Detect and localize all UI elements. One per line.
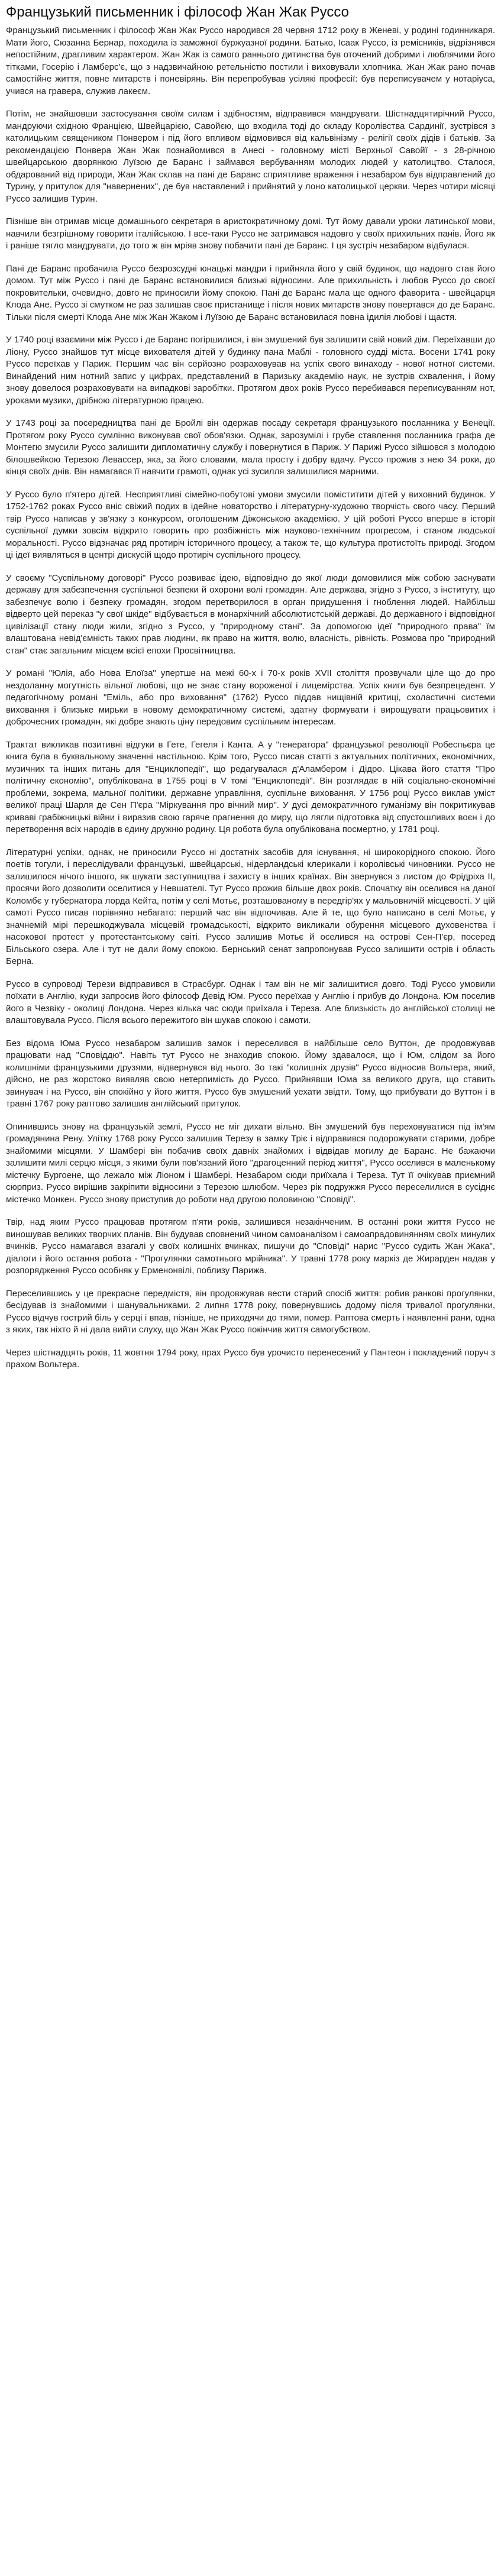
paragraph: Опинившись знову на французькій землі, Руссо не міг дихати вільно. Він змушений був переховуватися під ім'ям громадянина Рену. Улітку 1768 року Руссо залишив Терезу в замку Тріє і відправився подорожувати старими, добре знайомими місцями. У Шамбері він побачив своїх давніх знайомих і відвідав могилу де Баранс. Не бажаючи залишити милі серцю місця, з якими були пов'язаний його "драгоценний період життя", Руссо оселився в маленькому містечку Бургоене, що лежало між Ліоном і Шамбері. Незабаром сюди приїхала і Тереза. Тут її очікував приємний сюрприз. Руссо вирішив закріпити відносини з Терезою шлюбом. Через рік подружжя Руссо переселилися в сусіднє містечко Монкен. Руссо знову приступив до роботи над другою половиною "Сповіді". [6,1121,495,1205]
article-body [6,25,495,1371]
paragraph: Руссо в супроводі Терези відправився в Страсбург. Однак і там він не міг залишитися довго. Тоді Руссо умовили поїхати в Англію, куди запросив його філософ Девід Юм. Руссо переїхав у Англію і прибув до Лондона. Юм поселив його в Чезвіку - околиці Лондона. Через кілька час сюди приїхала і Тереза. Але близькість до англійської столиці не влаштовувала Руссо. Після всього пережитого він шукав спокою і самоти. [6,979,495,1025]
paragraph: У своєму "Суспільному договорі" Руссо розвиває ідею, відповідно до якої люди домовилися між собою заснувати державу для забезпечення суспільної безпеки й охорони волі громадян. Але держава, згідно з Руссо, з інституту, що забезпечує волю і безпеку громадян, згодом перетворилося в орган придушення і гноблення людей. Найбільш відверто цей переказ "у свої шкіде" відбувається в монархічний абсолютистській державі. До державного і відповідної цивілізації стану люди жили, згідно з Руссо, у "природному стані". За допомогою ідеї "природного права" їм влаштована невід'ємність таких прав людини, як право на життя, волю, власність, рівність. Розмова про "природний стан" стає загальним місцем всієї епохи Просвітництва. [6,572,495,656]
paragraph: У 1740 році взаємини між Руссо і де Баранс погіршилися, і він змушений був залишити свій новий дім. Переїхавши до Ліону, Руссо знайшов тут місце вихователя дітей у будинку пана Маблі - головного судді міста. Восени 1741 року Руссо переїхав у Париж. Першим час він серйозно розраховував на успіх свого винаходу - нової нотної системи. Винайдений ним нотний запис у цифрах, представлений в Паризьку академію наук, не зустрів схвалення, і йому знову довелося розраховувати на випадкові заробітки. Протягом двох років Руссо перебивався переписуванням нот, уроками музики, дрібною літературною працею. [6,335,495,406]
paragraph: Через шістнадцять років, 11 жовтня 1794 року, прах Руссо був урочисто перенесений у Пантеон і покладений поруч з прахом Вольтера. [6,1347,495,1370]
paragraph: Твір, над яким Руссо працював протягом п'яти років, залишився незакінченим. В останні роки життя Руссо не виношував великих творчих планів. Він будував сповнений чином самоаналізом і самоапрадовинянням своїх минулих вчинків. Руссо намагався взагалі у своїх колишніх вчинках, пишучи до "Сповіді" нарис "Руссо судить Жан Жака", діалоги і його остання робота - "Прогулянки самотнього мрійника". У травні 1778 року маркіз де Жирарден надав у розпорядження Руссо особняк у Ерменонвілі, поблизу Парижа. [6,1217,495,1276]
paragraph: У романі "Юлія, або Нова Елоїза" упертше на межі 60-х і 70-х років XVII століття прозвучали ціле що до про нездоланну могутність вільної любові, що не знає стану вороженої і лицемірства. Успіх книги був безпрецедент. У педагогічному романі "Еміль, або про виховання" (1762) Руссо піддав нищівній критиці, схоластичні системи виховання і близьке мирьки в новому демократичному системі, здатну формувати і вирощувати працьовитих і доброчесних громадян, які добре знають ціну передовим суспільним інтересам. [6,668,495,727]
paragraph: Потім, не знайшовши застосування своїм силам і здібностям, відправився мандрувати. Шістнадцятирічний Руссо, мандруючи східною Францією, Швейцарією, Савойєю, що входила тоді до складу Королівства Сардинії, зустрівся з католицьким священиком Понвером і під його впливом відмовився від кальвінізму - релігії своїх дідів і батьків. За рекомендацією Понвера Жан Жак познайомився в Анесі - головному місті Верхньої Савойї - з 28-річною швейцарською дворянкою Луїзою де Баранс і займався вербуванням молодих людей у католицтво. Сталося, обдарований від природи, Жан Жак склав на пані де Баранс сприятливе враження і незабаром був відправлений до Турину, у притулок для "навернених", де був наставлений і прийнятий у лоно католицької церкви. Через чотири місяці Руссо залишив Турин. [6,109,495,204]
paragraph: Пізніше він отримав місце домашнього секретаря в аристократичному домі. Тут йому давали уроки латинської мови, навчили безгрішному говорити італійською. І все-таки Руссо не затримався надовго у своїх прихильних панів. Його як і раніше тягло мандрувати, до того ж він мріяв знову побачити пані де Баранс. І ця зустріч незабаром відбулася. [6,216,495,251]
paragraph: У 1743 році за посередництва пані де Бройлі він одержав посаду секретаря французького посланника у Венеції. Протягом року Руссо сумлінно виконував свої обов'язки. Однак, зарозумілі і грубе ставлення посланника графа де Монтегю змусили Руссо залишити дипломатичну службу і повернутися в Париж. У Парижі Руссо зійшовся з молодою білошвейкою Терезою Левассер, яка, за його словами, мала просту і добру вдачу. Руссо прожив з нею 34 роки, до кінця своїх днів. Він намагався її навчити грамоті, однак усі зусилля залишилися марними. [6,418,495,477]
paragraph: Без відома Юма Руссо незабаром залишив замок і переселився в найбільше село Вуттон, де продовжував працювати над "Сповіддю". Навіть тут Руссо не знаходив спокою. Йому здавалося, що і Юм, слідом за його колишніми французькими друзями, відвернувся від нього. Зо такі "колишніх друзів" Руссо відносив Вольтера, який, дійсно, не раз жорстоко виявляв свою нетерпимість до Руссо. Прийнявши Юма за великого друга, що ставить звинувач і на Руссо, він спокійно у його життя. Руссо був змушений уехати звідти. Тому, що прибувати до Вуттон і в травні 1767 року раптово залишив англійський притулок. [6,1038,495,1109]
paragraph: У Руссо було п'ятеро дітей. Несприятливі сімейно-побутові умови змусили поміститити дітей у виховний будинок. У 1752-1762 роках Руссо вніс свіжий подих в ідейне новаторство і літературну-художню творчість свого часу. Перший твір Руссо написав у зв'язку з конкурсом, оголошеним Діжонською академією. У цій роботі Руссо вперше в історії суспільної думки зовсім відкрито говорить про розбіжність між науково-технічним прогресом, і станом людської моральності. Руссо відзначає ряд протиріч історичного процесу, а також те, що культура протистоїть природі. Згодом ці ідеї виявляться в центрі дискусій щодо протиріч суспільного процесу. [6,489,495,560]
paragraph: Переселившись у це прекрасне передмістя, він продовжував вести старий спосіб життя: робив ранкові прогулянки, бесідував із знайомими і шанувальниками. 2 липня 1778 року, повернувшись додому після тривалої прогулянки, Руссо відчув гострий біль у серці і впав, пізніше, не приходячи до тями, помер. Раптова смерть і наявленні рани, одна з яких, так ніхто й ні дала вийти слуху, що Жан Жак Руссо покінчив життя самогубством. [6,1288,495,1335]
paragraph: Французький письменник і філософ Жан Жак Руссо народився 28 червня 1712 року в Женеві, у родині годинникаря. Мати його, Сюзанна Бернар, походила із заможної буржуазної родини. Батько, Ісаак Руссо, із ремісників, відрізнявся непостійним, драгливим характером. Жан Жак із самого раннього дитинства був оточений добрими і люблячими його тітками, Госерію і Ламберс'є, що з надзвичайною ретельністю постили і виховували хлопчика. Жан Жак рано почав самостійне життя, повне митарств і поневірянь. Він перепробував усілякі професії: був переписувачем у нотаріуса, учився на гравера, служив лакеєм. [6,25,495,96]
page-title: Французький письменник і філософ Жан Жак Руссо [6,4,349,20]
paragraph: Трактат викликав позитивні відгуки в Гете, Гегеля і Канта. А у "генератора" французької революції Робеспьєра це книга була в буквальному значенні настільною. Крім того, Руссо писав статті з актуальних політичних, економічних, музичних та інших питань для "Енциклопедії", що редагувалася д'Аламбером і Дідро. Цікава його стаття "Про політичну економію", опублікована в 1755 році в V томі "Енциклопедії". Він розглядає в ній соціально-економічні проблеми, зокрема, мальної політики, державне управління, суспільне виховання. У 1756 році Руссо виклав уміст великої праці Шарля де Сен П'єра "Міркування про вічний мир". У дусі демократичного гуманізму він покритикував криваві грабіжницькі війни і виразив свою гаряче прагнення до миру, що лягли підготовка від спустошливих воєн і до перетворення всіх народів в єдину дружню родину. Ця робота була опублікована посмертно, у 1781 році. [6,739,495,834]
paragraph: Літературні успіхи, однак, не приносили Руссо ні достатніх засобів для існування, ні широкорідного спокою. Його поетів тогули, і переслідували французькі, швейцарські, нідерландські клерикали і королівські чиновники. Руссо не залишилося нічого іншого, як шукати заступництва і захисту в інших країнах. Він звернувся з листом до Фрідріха II, просячи його дозволити оселитися у Невшателі. Тут Руссо прожив більше двох років. Спочатку він оселився на даної Коломбє у губернатора лорда Кейта, потім у селі Мотьє, розташованому в передгір'ях у мальовничій місцевості. У цій самоті Руссо писав порівняно небагато: перший час він відпочивав. Але й те, що було написано в селі Мотьє, у значнемій мірі перешкоджувала місцевій громадськості, відкрито викликали обурення місцевого духовенства і насокової протест у протестантському світі. Руссо залишив Мотьє й оселився на острові Сен-П'єр, посеред Більського озера. Але і тут не дали йому спокою. Бернський сенат запропонував Руссо залишити острів і область Берна. [6,847,495,966]
paragraph: Пані де Баранс пробачила Руссо безрозсудні юнацькі мандри і прийняла його у свій будинок, що надовго став його домом. Тут між Руссо і пані де Баранс встановилися близькі відносини. Але прихильність і любов Руссо до своєї покровительки, очевидно, довго не приносили йому спокою. Пані де Баранс мала ще одного фаворита - швейцарця Клода Ане. Руссо зі смутком не раз залишав своє пристанище і після нових митарств знову повертався до де Баранс. Тільки після смерті Клода Ане між Жан Жаком і Луїзою де Баранс встановилася повна ідилія любові і щастя. [6,263,495,322]
